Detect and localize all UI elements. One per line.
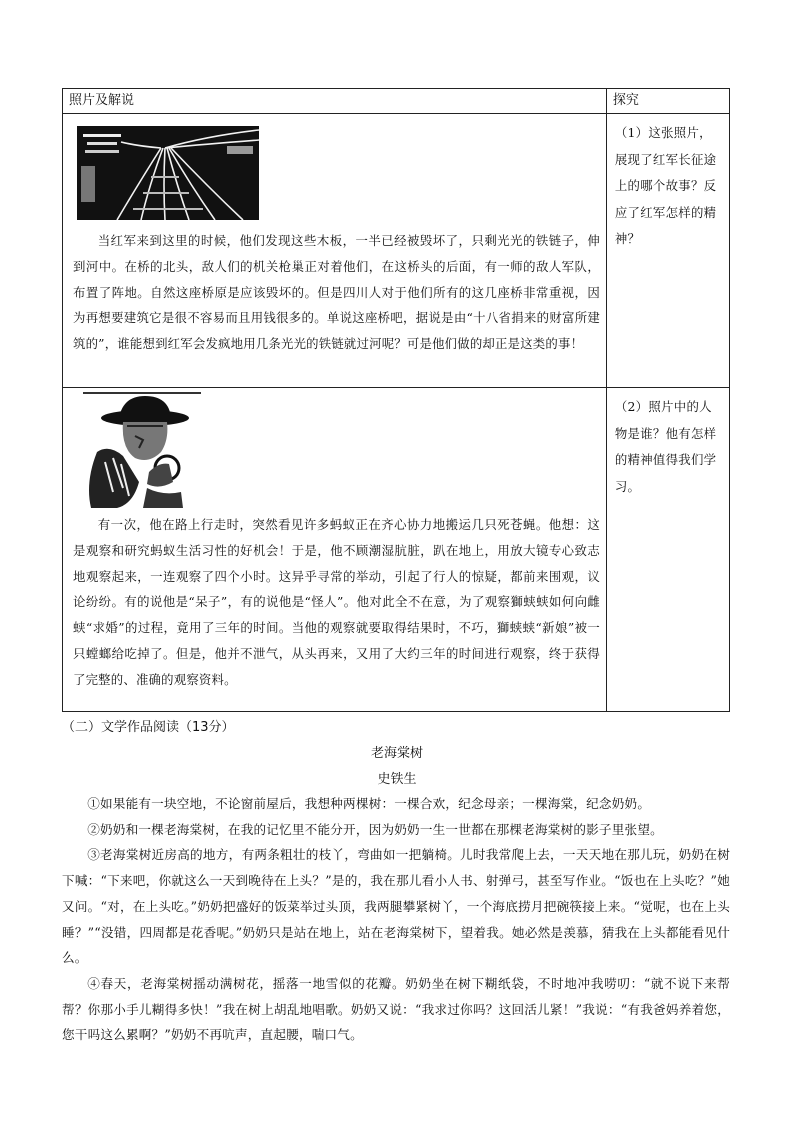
article-paragraph-4: ④春天，老海棠树摇动满树花，摇落一地雪似的花瓣。奶奶坐在树下糊纸袋，不时地冲我唠叨：“就不说下来帮帮？你那小手儿糊得多快！”我在树上胡乱地唱歌。奶奶又说：“我求过你吗？这回活儿紧！”我说：“有我爸妈养着您，您干吗这么累啊？”奶奶不再吭声，直起腰，喘口气。 [62, 975, 730, 1043]
fabre-portrait-photo [83, 392, 201, 508]
article-paragraph-2: ②奶奶和一棵老海棠树，在我的记忆里不能分开，因为奶奶一生一世都在那棵老海棠树的影子里张望。 [87, 821, 663, 837]
table-row [63, 114, 607, 388]
luding-bridge-photo [77, 126, 259, 220]
question-1: （1）这张照片，展现了红军长征途上的哪个故事？反应了红军怎样的精神？ [606, 114, 729, 388]
table-header-explore: 探究 [606, 89, 729, 114]
article-body [62, 791, 730, 1048]
question-2: （2）照片中的人物是谁？他有怎样的精神值得我们学习。 [606, 388, 729, 712]
table-header-photo: 照片及解说 [63, 89, 607, 114]
article-author: 史铁生 [377, 772, 417, 787]
photo-explanation-table [62, 88, 730, 712]
table-row [63, 388, 607, 712]
article-paragraph-1: ①如果能有一块空地，不论窗前屋后，我想种两棵树：一棵合欢，纪念母亲；一棵海棠，纪念奶奶。 [87, 796, 651, 811]
article-title: 老海棠树 [370, 746, 423, 761]
photo2-caption: 有一次，他在路上行走时，突然看见许多蚂蚁正在齐心协力地搬运几只死苍蝇。他想：这是观察和研究蚂蚁生活习性的好机会！于是，他不顾潮湿肮脏，趴在地上，用放大镜专心致志地观察起来，一连观察了四个小时。这异乎寻常的举动，引起了行人的惊疑，都前来围观，议论纷纷。有的说他是“呆子”，有的说他是“怪人”。他对此全不在意，为了观察獅蛱蛱如何向雌蛱“求婚”的过程，竟用了三年的时间。当他的观察就要取得结果时，不巧，獅蛱蛱“新娘”被一只螳螂给吃掉了。但是，他并不泄气，从头再来，又用了大约三年的时间进行观察，终于获得了完整的、准确的观察资料。 [73, 517, 600, 687]
section-heading: （二）文学作品阅读（13分） [62, 720, 235, 735]
article-paragraph-3: ③老海棠树近房高的地方，有两条粗壮的枝丫，弯曲如一把躺椅。儿时我常爬上去，一天天地在那儿玩，奶奶在树下喊：“下来吧，你就这么一天到晚待在上头？”是的，我在那儿看小人书、射弹弓，甚至写作业。“饭也在上头吃？”她又问。“对，在上头吃。”奶奶把盛好的饭菜举过头顶，我两腿攀紧树丫，一个海底捞月把碗筷接上来。“觉呢，也在上头睡？”“没错，四周都是花香呢。”奶奶只是站在地上，站在老海棠树下，望着我。她必然是羡慕，猜我在上头都能看见什么。 [62, 847, 730, 966]
photo1-caption: 当红军来到这里的时候，他们发现这些木板，一半已经被毁坏了，只剩光光的铁链子，伸到河中。在桥的北头，敌人们的机关枪巢正对着他们，在这桥头的后面，有一师的敌人军队，布置了阵地。自然这座桥原是应该毁坏的。但是四川人对于他们所有的这几座桥非常重视，因为再想要建筑它是很不容易而且用钱很多的。单说这座桥吧，据说是由“十八省捐来的财富所建筑的”，谁能想到红军会发疯地用几条光光的铁链就过河呢？可是他们做的却正是这类的事！ [73, 233, 600, 352]
